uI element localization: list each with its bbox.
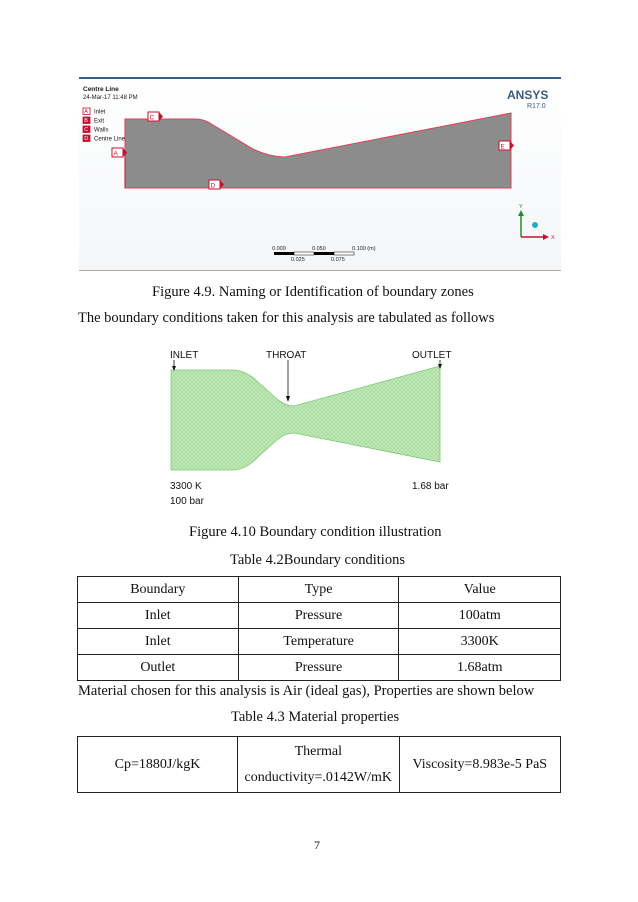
label-throat: THROAT [266,350,307,361]
table-cell: Inlet [78,629,239,655]
material-paragraph: Material chosen for this analysis is Air (ideal gas), Properties are shown below [78,683,535,699]
svg-text:B: B [84,118,88,125]
table-cell: 1.68atm [399,655,561,681]
label-inlet-pressure: 100 bar [170,496,204,507]
table-cell: Pressure [238,603,399,629]
table-header-row [78,577,561,603]
page-number: 7 [314,838,320,852]
table-4-2-title: Table 4.2Boundary conditions [230,552,405,568]
table-header: Type [238,577,399,603]
legend-label-centre-line: Centre Line [94,136,126,143]
intro-paragraph: The boundary conditions taken for this analysis are tabulated as follows [78,310,495,326]
table-cell: Pressure [238,655,399,681]
ansys-logo: ANSYS [507,88,549,102]
svg-text:0.025: 0.025 [291,257,305,263]
ansys-geometry-svg [79,77,561,270]
table-cell: Temperature [238,629,399,655]
table-row [78,603,561,629]
svg-text:A: A [113,150,118,158]
view-title: Centre Line [83,86,119,93]
svg-text:A: A [84,109,88,116]
figure-4-9-caption: Figure 4.9. Naming or Identification of boundary zones [152,284,474,300]
viscosity-cell: Viscosity=8.983e-5 PaS [399,737,560,793]
table-row [78,629,561,655]
svg-text:0.100 (m): 0.100 (m) [352,246,376,252]
label-inlet: INLET [170,350,199,361]
thermal-line-2: conductivity=.0142W/mK [244,769,393,785]
svg-text:0.075: 0.075 [331,257,345,263]
svg-text:D: D [84,136,89,143]
table-row [78,655,561,681]
svg-text:C: C [149,114,155,122]
table-header: Boundary [78,577,239,603]
svg-text:0.050: 0.050 [312,246,326,252]
legend-label-inlet: Inlet [94,109,106,116]
thermal-conductivity-cell [237,737,399,793]
table-cell: 100atm [399,603,561,629]
material-properties-table [77,736,561,793]
svg-text:0.000: 0.000 [272,246,286,252]
svg-text:D: D [210,182,216,190]
svg-text:C: C [84,127,89,134]
table-header: Value [399,577,561,603]
figure-4-10-caption: Figure 4.10 Boundary condition illustration [189,524,442,540]
table-cell: Inlet [78,603,239,629]
table-cell: Outlet [78,655,239,681]
mesh-region [171,366,440,470]
table-4-3-title: Table 4.3 Material properties [231,709,400,725]
label-outlet-pressure: 1.68 bar [412,481,449,492]
ansys-version: R17.0 [527,103,546,110]
thermal-line-1: Thermal [294,743,342,759]
svg-text:X: X [551,235,555,241]
view-date: 24-Mar-17 11:48 PM [83,95,138,101]
svg-text:E: E [500,143,505,151]
boundary-illustration-svg [160,342,480,510]
legend-label-exit: Exit [94,118,105,125]
label-inlet-temperature: 3300 K [170,481,202,492]
svg-text:Y: Y [519,204,523,210]
table-row [78,737,561,793]
label-outlet: OUTLET [412,350,452,361]
view-top-border [79,77,561,79]
ansys-geometry-view [79,77,561,271]
boundary-illustration [160,342,480,510]
table-cell: 3300K [399,629,561,655]
legend-label-walls: Walls [94,127,109,134]
cp-cell: Cp=1880J/kgK [78,737,238,793]
boundary-conditions-table [77,576,561,681]
